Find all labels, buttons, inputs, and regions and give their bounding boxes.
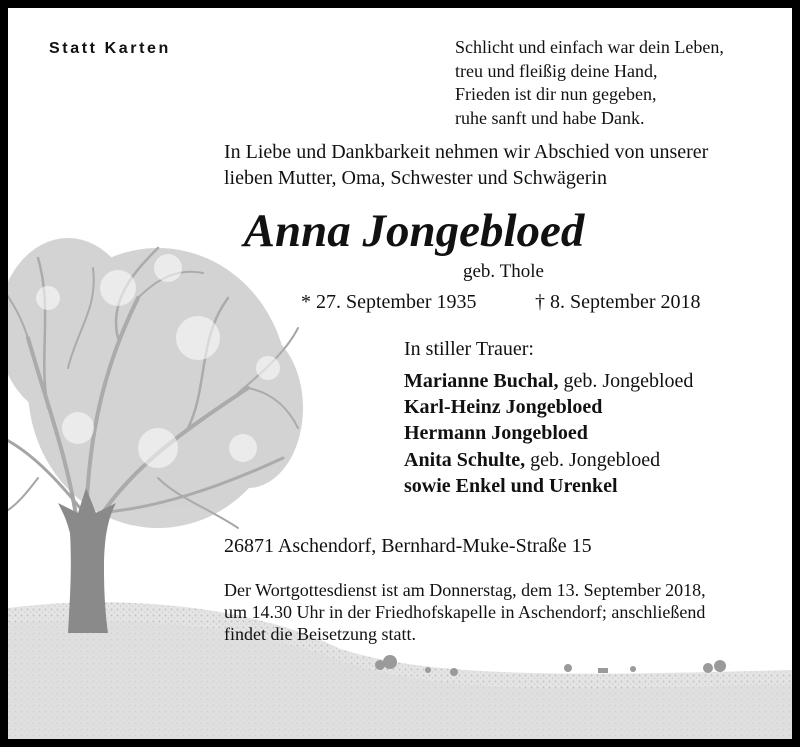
header-label: Statt Karten — [49, 40, 171, 57]
intro-line: In Liebe und Dankbarkeit nehmen wir Abschied von unserer — [224, 141, 709, 163]
mourner-entry — [404, 368, 693, 394]
poem-line: ruhe sanft und habe Dank. — [455, 107, 645, 128]
mourner-entry — [404, 473, 693, 499]
mourner-entry — [404, 420, 693, 446]
service-info — [224, 579, 706, 645]
intro-line: lieben Mutter, Oma, Schwester und Schwägerin — [224, 167, 607, 189]
mourner-name: Hermann Jongebloed — [404, 422, 588, 445]
mourner-name: Marianne Buchal, — [404, 370, 559, 392]
mourner-name: Karl-Heinz Jongebloed — [404, 396, 603, 419]
poem-line: Schlicht und einfach war dein Leben, — [455, 37, 724, 57]
mourner-entry — [404, 394, 693, 420]
deceased-name: Anna Jongebloed — [243, 205, 585, 257]
service-line: findet die Beisetzung statt. — [224, 624, 416, 644]
death-date: † 8. September 2018 — [535, 291, 701, 313]
mourner-entry — [404, 447, 693, 473]
mourner-name: Anita Schulte, — [404, 448, 526, 471]
maiden-name: geb. Thole — [463, 261, 544, 282]
mourner-name: sowie Enkel und Urenkel — [404, 474, 618, 497]
service-line: Der Wortgottesdienst ist am Donnerstag, dem 13. September 2018, — [224, 580, 706, 600]
mourners-list — [404, 368, 693, 499]
tree-foliage — [8, 238, 303, 528]
mourners-heading: In stiller Trauer: — [404, 338, 534, 360]
intro-text — [224, 139, 708, 191]
poem-line: treu und fleißig deine Hand, — [455, 60, 658, 81]
mourner-suffix: geb. Jongebloed — [558, 370, 694, 392]
poem — [455, 36, 724, 130]
mourner-suffix: geb. Jongebloed — [525, 448, 661, 471]
poem-line: Frieden ist dir nun gegeben, — [455, 84, 657, 104]
service-line: um 14.30 Uhr in der Friedhofskapelle in Aschendorf; anschließend — [224, 602, 706, 622]
address: 26871 Aschendorf, Bernhard-Muke-Straße 15 — [224, 535, 592, 557]
birth-date: * 27. September 1935 — [301, 291, 477, 313]
